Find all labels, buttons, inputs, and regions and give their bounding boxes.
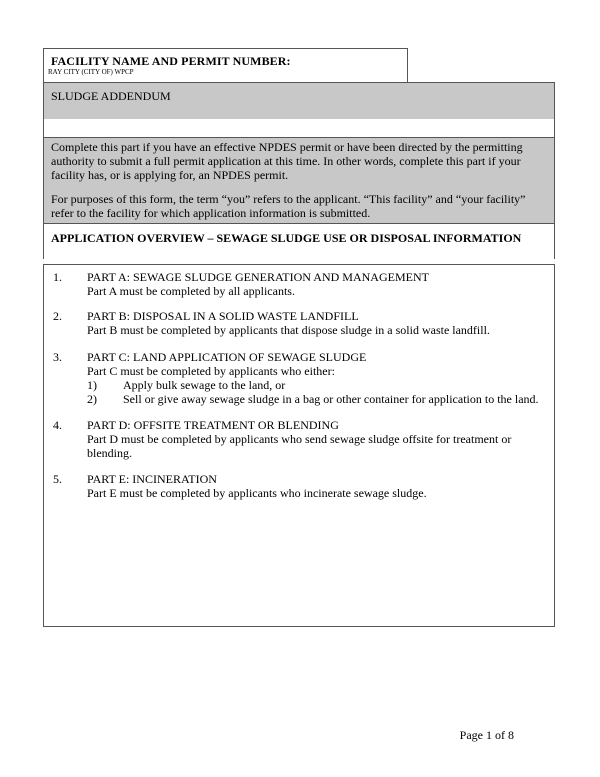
overview-row <box>44 223 554 260</box>
part-number: 5. <box>53 472 62 486</box>
part-description: Part A must be completed by all applicants. <box>87 284 295 298</box>
intro-paragraph-1: Complete this part if you have an effective NPDES permit or have been directed by the permitting authority to submit a full permit application at this time. In other words, complete this part if your facility has, or is applying for, an NPDES permit. <box>51 140 523 182</box>
sub-item <box>87 378 547 392</box>
sub-item <box>87 392 547 406</box>
part-title: PART D: OFFSITE TREATMENT OR BLENDING <box>87 418 339 432</box>
part-title: PART C: LAND APPLICATION OF SEWAGE SLUDGE <box>87 350 367 364</box>
spacer-row <box>44 119 554 138</box>
part-title: PART A: SEWAGE SLUDGE GENERATION AND MANAGEMENT <box>87 270 429 284</box>
part-number: 4. <box>53 418 62 432</box>
part-title: PART B: DISPOSAL IN A SOLID WASTE LANDFILL <box>87 309 359 323</box>
facility-title: FACILITY NAME AND PERMIT NUMBER: <box>51 54 291 68</box>
overview-title: APPLICATION OVERVIEW – SEWAGE SLUDGE USE OR DISPOSAL INFORMATION <box>51 231 522 245</box>
addendum-row <box>44 83 554 120</box>
part-description: Part C must be completed by applicants who either: <box>87 364 335 378</box>
part-description: Part B must be completed by applicants that dispose sludge in a solid waste landfill. <box>87 323 490 337</box>
intro-paragraph-2: For purposes of this form, the term “you” refers to the applicant. “This facility” and “your facility” refer to the facility for which application information is submitted. <box>51 192 526 220</box>
sub-item-text: Apply bulk sewage to the land, or <box>123 378 286 392</box>
part-number: 1. <box>53 270 62 284</box>
part-description: Part D must be completed by applicants who send sewage sludge offsite for treatment or blending. <box>87 432 512 460</box>
sludge-addendum-section <box>43 82 555 259</box>
sub-item-number: 2) <box>87 392 97 406</box>
facility-name-box <box>43 48 408 83</box>
part-number: 2. <box>53 309 62 323</box>
sub-item-text: Sell or give away sewage sludge in a bag or other container for application to the land. <box>123 392 539 406</box>
part-number: 3. <box>53 350 62 364</box>
sub-item-number: 1) <box>87 378 97 392</box>
part-description: Part E must be completed by applicants who incinerate sewage sludge. <box>87 486 427 500</box>
part-title: PART E: INCINERATION <box>87 472 217 486</box>
addendum-label: SLUDGE ADDENDUM <box>51 89 171 103</box>
intro-text <box>51 140 547 230</box>
parts-list <box>43 264 555 627</box>
facility-value: RAY CITY (CITY OF) WPCP <box>48 68 134 76</box>
page-number: Page 1 of 8 <box>459 728 514 742</box>
